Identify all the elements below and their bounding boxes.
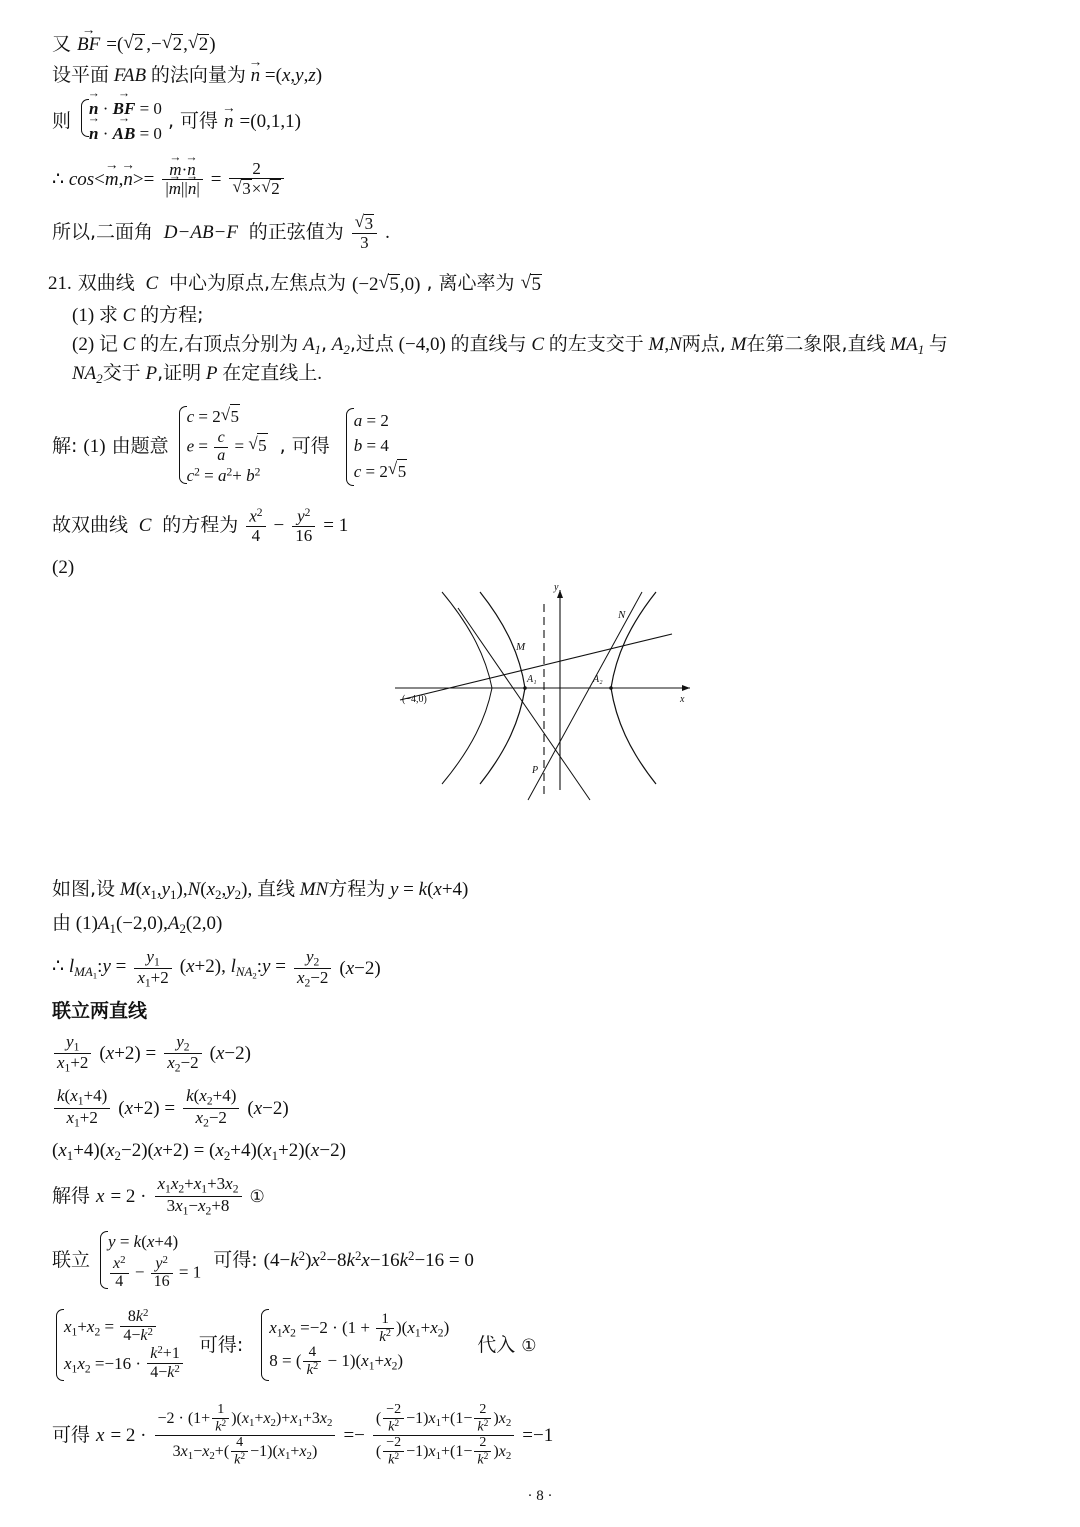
figure-label-x: x <box>680 694 685 705</box>
system-normal-vector: n → · BF → = 0 n → · AB → = 0 <box>77 97 162 146</box>
prev-line-1-prefix: 又 <box>52 32 72 55</box>
proof-line-6: $\frac{k(x_1+4)}{x_1+2}$ (x+2) = $\frac{k(x_2+4)}{x_2-2}$ (x−2) <box>52 1087 1032 1129</box>
system-vieta-transformed: $x_1x_2 =-2 \cdot (1$ + $\frac{1}{k^2}$ )$(x_1+x_2)$ 8 = ( $\frac{4}{k^2}$ − $1)(x_1+x_2)$ <box>257 1307 449 1383</box>
prev-line-1-eq: =( √ 2 ,− √ 2, √ 2) <box>106 34 215 54</box>
problem-21-part2: (2) 记 C 的左,右顶点分别为 $A_1$, $A_2$,过点 (−4,0) 的直线与 C 的左支交于 M,N两点, M在第二象限,直线 $MA_1$ 与 <box>72 332 948 357</box>
system-line-and-curve: y = k(x+4) $\frac{x^2}{4}$ − $\frac{y^2}{16}$ = 1 <box>96 1229 201 1291</box>
solution-conclusion: 故双曲线 C 的方程为 $\frac{x^2}{4}$ − $\frac{y^2}{16}$ = 1 <box>52 506 349 545</box>
figure-label-point: (−4,0) <box>402 694 427 705</box>
page-number: · 8 · <box>527 1488 553 1504</box>
proof-line-3: ∴ $l_{MA_1}:y$ = $\frac{y_1}{x_1+2}$ (x+2), $l_{NA_2}:y$ = $\frac{y_2}{x_2-2}$ (x−2) <box>52 946 381 990</box>
prev-line-5: 所以,二面角 D−AB−F 的正弦值为 √ $\frac{3}{3}$ . <box>52 214 1032 252</box>
hyperbola-figure <box>380 578 710 808</box>
proof-line-7: $(x_1+4)(x_2-2)(x+2) = (x_2+4)(x_1+2)(x-2)$ <box>52 1140 346 1164</box>
prev-line-1 <box>52 34 1032 54</box>
proof-line-1: 如图,设 $M(x_1,y_1),N(x_2,y_2)$, 直线 MN方程为 y = k(x+4) <box>52 878 469 902</box>
problem-21-part1: (1) 求 C 的方程; <box>72 303 204 326</box>
figure-label-P: P <box>532 765 539 776</box>
page-content <box>48 32 1032 579</box>
solution-part1: 解: (1) 由题意 c = 2 √ 5 e = $\frac{c}{a}$ = √ 5 $c^2 = a^2+ b^2$ , 可得 a = 2 b = 4 c = 2 √ 5 <box>52 404 1032 489</box>
hyperbola-svg <box>380 578 710 808</box>
proof-body <box>52 880 1032 1468</box>
proof-line-8: 解得 x = 2 · $\frac{x_1x_2+x_1+3x_2}{3x_1-x_2+8}$ ① <box>52 1173 265 1217</box>
system-results: a = 2 b = 4 c = 2 √ 5 <box>342 406 407 488</box>
prev-line-4: ∴ cos<m →,n →>= $\frac{m \to\cdot n \to}{|m \to||n \to|}$ = 2 √ 3× √ 2 <box>52 160 1032 198</box>
figure-label-A1: A₁ <box>527 674 537 685</box>
proof-line-11: 可得 x = 2 · −2 · (1+ $\frac{1}{k^2}$ )$(x_1+x_2)+x_1+3x_2$ $3x_1-x_2+$( $\frac{4}{k^2}$ $-1)(x_1+x_2)$ =− ( $\frac{-2}{k^2}$ $-1)x_1+(1-$ $\frac{2}{k^2}$ )$x_2$ ( $\frac{-2}{k^2}$ $-1)x_1+(1-$ $\frac{2}{k^2}$ )$x_2$ =−1 <box>52 1402 554 1468</box>
figure-label-y: y <box>554 582 559 593</box>
solution-part2-marker: (2) <box>52 557 75 579</box>
figure-label-N: N <box>618 609 626 621</box>
proof-line-2: 由 $(1)A_1(-2,0),A_2(2,0)$ <box>52 911 223 936</box>
proof-line-4: 联立两直线 <box>52 999 148 1022</box>
system-conditions: c = 2 √ 5 e = $\frac{c}{a}$ = √ 5 $c^2 = a^2+ b^2$ <box>175 404 268 489</box>
problem-21-part2-cont: $NA_2$交于 P,证明 P 在定直线上. <box>72 362 323 387</box>
problem-number: 21. <box>48 273 72 295</box>
proof-line-9: 联立 y = k(x+4) $\frac{x^2}{4}$ − $\frac{y^2}{16}$ = 1 可得: $(4-k^2)x^2-8k^2x-16k^2-16 = 0$ <box>52 1229 1032 1291</box>
vector-bf: BF → <box>77 35 100 54</box>
system-vieta: $x_1+x_2$ = $\frac{8k^2}{4-k^2}$ $x_1x_2 =-16$ · $\frac{k^2+1}{4-k^2}$ <box>52 1307 185 1383</box>
prev-line-2: 设平面 FAB 的法向量为 n → =(x,y,z) <box>52 66 1032 85</box>
proof-line-5: $\frac{y_1}{x_1+2}$ (x+2) = $\frac{y_2}{x_2-2}$ (x−2) <box>52 1033 1032 1075</box>
prev-line-3: 则 n → · BF → = 0 n → · AB → = 0 , 可得 n → =(0,1,1) <box>52 97 1032 146</box>
figure-label-A2: A₂ <box>593 674 603 685</box>
figure-label-M: M <box>516 641 526 653</box>
problem-21-stem: 21. 双曲线 C 中心为原点,左焦点为 (−2 √ 5,0) , 离心率为 √ 5 <box>48 274 1032 294</box>
proof-line-10: $x_1+x_2$ = $\frac{8k^2}{4-k^2}$ $x_1x_2 =-16$ · $\frac{k^2+1}{4-k^2}$ 可得: $x_1x_2 =-2 \cdot (1$ + $\frac{1}{k^2}$ )$(x_1+x_2)$ 8 = ( $\frac{4}{k^2}$ − $1)(x_1+x_2)$ 代入 ① <box>52 1307 1032 1383</box>
